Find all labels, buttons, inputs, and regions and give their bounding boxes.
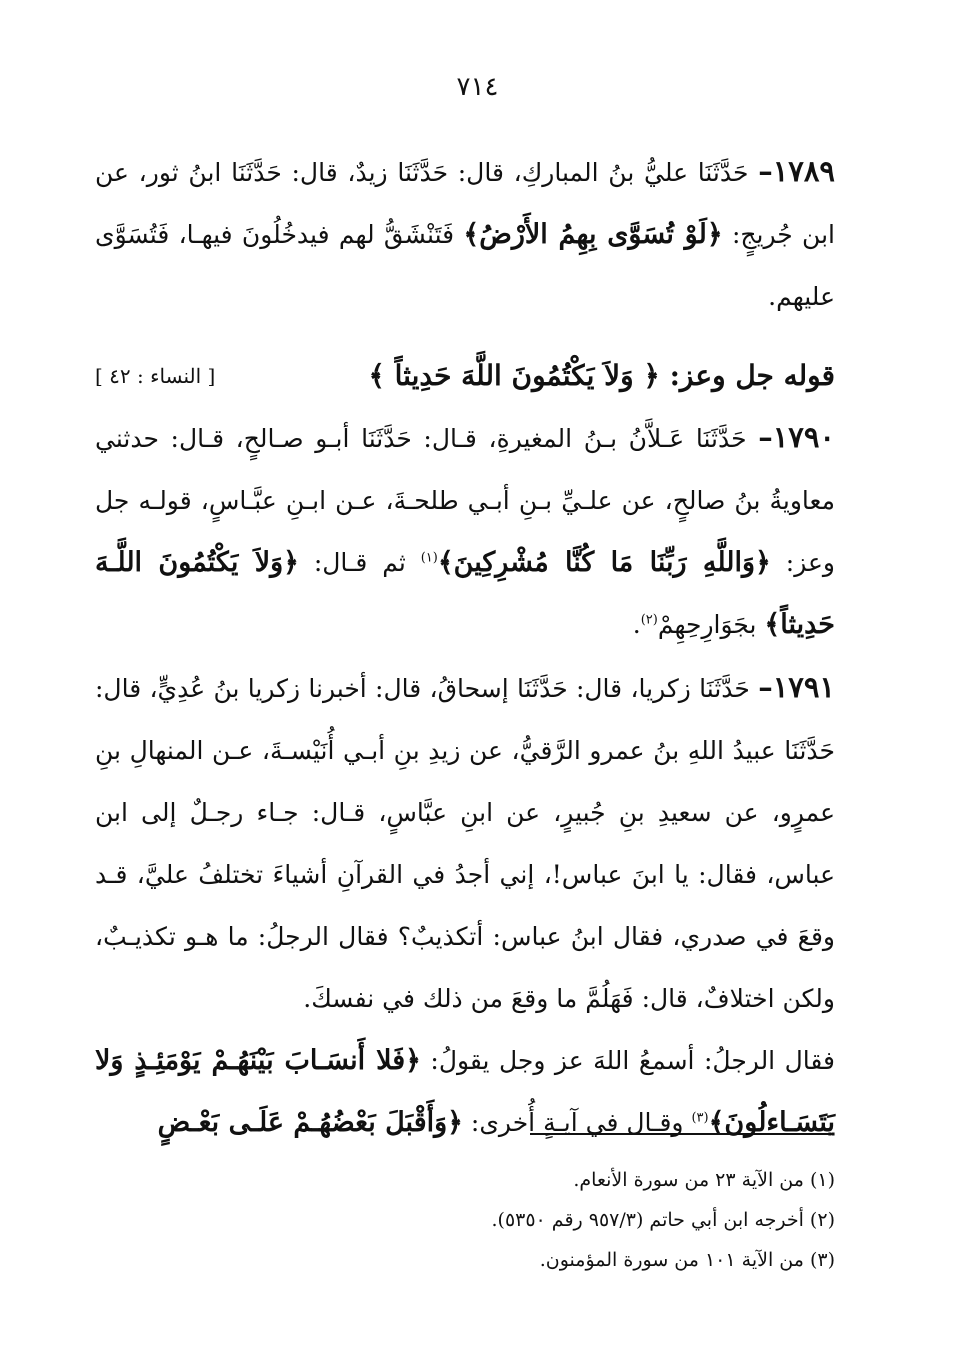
quran-verse: ﴿فَلا أَنسَـابَ بَيْنَهُـمْ يَوْمَئِـذٍ وَلا يَتَسَـاءلُونَ﴾ [95, 1045, 835, 1138]
hadith-text: بجَوَارِحِهِمْ [657, 610, 765, 639]
quran-verse: ﴿وَأَقْبَلَ بَعْضُهُـمْ عَلَـى بَعْـضٍ [157, 1107, 463, 1138]
hadith-text: حَدَّثَنَا زكريا، قال: حَدَّثَنَا إسحاقُ، قال: أخبرنا زكريا بنُ عُدِيٍّ، قال: حَدَّثَنَا عبيدُ اللهِ بنُ عمرو الرَّقيُّ، عن زيدِ بنِ أبـي أُنَيْسـةَ، عـن المنهالِ بنِ عمرٍو، عن سعيدِ بنِ جُبيرٍ، عن ابنِ عبَّاسٍ، قـال: جـاء رجـلٌ إلى ابن عباس، فقال: يا ابنَ عباس!، إني أجدُ في القرآنِ أشياءَ تختلفُ عليَّ، قـد وقعَ في صدري، فقال ابنُ عباس: أتكذيبٌ؟ فقال الرجلُ: ما هـو تكذيـبٌ، ولكن اختلافٌ، قال: فَهَلُمَّ ما وقعَ من ذلك في نفسكَ. [95, 674, 835, 1013]
footnote-divider [530, 1133, 834, 1135]
footnote-ref: (٢) [640, 612, 658, 628]
heading-title [368, 346, 835, 406]
footnote-ref: (٣) [691, 1110, 709, 1126]
hadith-number: ١٧٩١ [772, 670, 835, 704]
hadith-text: حَدَّثَنَا عليُّ بنُ المباركِ، قال: حَدَّثَنَا زيدٌ، قال: حَدَّثَنَا ابنُ ثور، عن ابن جُريجٍ: [95, 158, 835, 249]
quran-verse: ﴿لَوْ تُسَوَّى بِهِمُ الأَرْضُ﴾ [463, 219, 723, 250]
footnote-1: (١) من الآية ٢٣ من سورة الأنعام. [573, 1169, 835, 1191]
hadith-text: فقال الرجلُ: أسمعُ اللهَ عز وجل يقولُ: [420, 1046, 835, 1075]
footnote-2: (٢) أخرجه ابن أبي حاتم (٩٥٧/٣ رقم ٥٣٥٠). [491, 1209, 835, 1231]
heading-reference: [ النساء : ٤٢ ] [95, 364, 216, 388]
hadith-1791-continuation [95, 1030, 835, 1154]
hadith-text: . [632, 610, 641, 639]
footnote-3: (٣) من الآية ١٠١ من سورة المؤمنون. [539, 1249, 835, 1271]
quran-verse: ﴿وَلاَ يَكْتُمُونَ اللَّـهَ حَدِيثاً﴾ [95, 547, 835, 640]
hadith-1789 [95, 140, 835, 328]
hadith-text: حَدَّثَنَا عَـلاَّنُ بـنُ المغيرةِ، قـال: حَدَّثَنَا أبـو صـالحٍ، قـال: حدثني معاويةُ بنُ صالحٍ، عن علـيِّ بـنِ أبـي طلحـةَ، عـن ابـنِ عبَّـاسٍ، قولـه جل وعز: [95, 424, 835, 577]
hadith-dash: – [758, 154, 773, 188]
hadith-number: ١٧٩٠ [772, 420, 835, 454]
hadith-text: وقـال في آيـةٍ أُخرى: [462, 1108, 692, 1137]
hadith-number: ١٧٨٩ [772, 154, 835, 188]
footnotes [95, 1160, 835, 1280]
main-text [95, 140, 835, 1154]
hadith-1790 [95, 406, 835, 656]
hadith-text: ثم قـال: [298, 548, 421, 577]
footnote-ref: (١) [420, 550, 438, 566]
quran-verse: ﴿وَاللَّهِ رَبِّنَا مَا كُنَّا مُشْرِكِينَ﴾ [437, 547, 771, 578]
heading-prefix: قوله جل وعز: [659, 359, 835, 392]
heading-verse: ﴿ وَلاَ يَكْتُمُونَ اللَّهَ حَدِيثاً ﴾ [368, 359, 660, 392]
hadith-1791 [95, 656, 835, 1030]
hadith-dash: – [758, 420, 773, 454]
section-heading [95, 346, 835, 406]
hadith-dash: – [758, 670, 773, 704]
hadith-text: فَتَنْشَقُّ لهم فيدخُلُونَ فيهـا، فَتُسَوَّى عليهم. [95, 220, 835, 311]
page-number: ٧١٤ [456, 72, 499, 102]
